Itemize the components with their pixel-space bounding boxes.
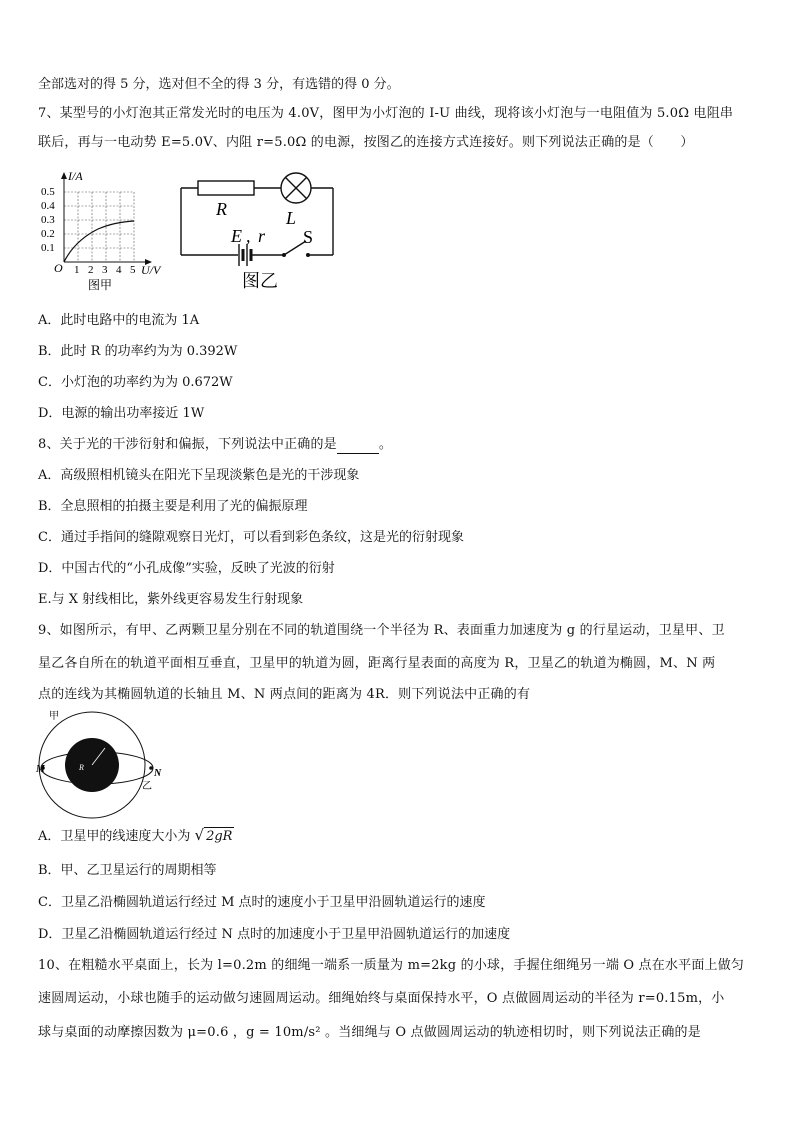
lamp-L [281, 173, 311, 203]
q8-stem-end: 。 [378, 437, 393, 452]
q10-stem-line1: 10、在粗糙水平桌面上，长为 l=0.2m 的细绳一端系一质量为 m=2kg 的小球，手握住细绳另一端 O 点在水平面上做匀 [38, 958, 745, 973]
battery-E-r [239, 244, 251, 266]
q8-stem [38, 436, 756, 454]
x-tick-3: 3 [102, 264, 108, 276]
y-tick-0.3: 0.3 [41, 214, 55, 226]
radius-label: R [79, 763, 84, 772]
y-tick-0.4: 0.4 [41, 200, 55, 212]
label-R: R [216, 199, 227, 219]
q9-stem-line1: 9、如图所示，有甲、乙两颗卫星分别在不同的轨道围绕一个半径为 R、表面重力加速度为 g 的行星运动，卫星甲、卫 [38, 623, 725, 638]
label-r: r [258, 226, 266, 246]
label-M: M [36, 764, 45, 775]
q8-option-c: C．通过手指间的缝隙观察日光灯，可以看到彩色条纹，这是光的衍射现象 [38, 530, 464, 545]
q9-satellite-orbit-figure [35, 708, 160, 823]
q8-stem-text: 8、关于光的干涉衍射和偏振，下列说法中正确的是 [38, 437, 337, 452]
y-axis-label: I/A [68, 169, 83, 183]
caption-jia: 图甲 [88, 278, 113, 292]
x-axis-label: U/V [141, 263, 161, 277]
q8-option-b: B．全息照相的拍摄主要是利用了光的偏振原理 [38, 499, 308, 514]
x-tick-2: 2 [88, 264, 94, 276]
sqrt-radicand: 2gR [206, 829, 233, 844]
q9-option-a [38, 826, 756, 846]
x-tick-1: 1 [74, 264, 80, 276]
q9-option-b: B．甲、乙卫星运行的周期相等 [38, 863, 217, 878]
label-L: L [286, 208, 297, 228]
q7-figure-yi-circuit [176, 170, 338, 295]
q7-stem-line2: 联后，再与一电动势 E=5.0V、内阻 r=5.0Ω 的电源，按图乙的连接方式连接好。则下列说法正确的是（ ） [38, 135, 694, 150]
label-comma: , [246, 226, 251, 246]
y-tick-0.5: 0.5 [41, 186, 55, 198]
caption-yi: 图乙 [242, 271, 278, 291]
resistor-R [198, 181, 254, 195]
label-yi: 乙 [142, 781, 152, 792]
answer-blank [337, 441, 379, 454]
q7-option-d: D．电源的输出功率接近 1W [38, 406, 205, 421]
x-tick-5: 5 [130, 264, 136, 276]
q9-option-c: C．卫星乙沿椭圆轨道运行经过 M 点时的速度小于卫星甲沿圆轨道运行的速度 [38, 895, 486, 910]
point-N [149, 766, 153, 770]
q8-option-e: E.与 X 射线相比，紫外线更容易发生行射现象 [38, 592, 304, 607]
q9-option-a-text: A．卫星甲的线速度大小为 [38, 829, 191, 844]
q8-option-a: A．高级照相机镜头在阳光下呈现淡紫色是光的干涉现象 [38, 468, 360, 483]
x-tick-4: 4 [116, 264, 122, 276]
q7-figure-jia-iu-graph [38, 168, 173, 296]
q10-stem-line3: 球与桌面的动摩擦因数为 μ=0.6 ，g = 10m/s² 。当细绳与 O 点做圆周运动的轨迹相切时，则下列说法正确的是 [38, 1025, 701, 1040]
q7-option-b: B．此时 R 的功率约为为 0.392W [38, 344, 238, 359]
origin-label: O [54, 261, 63, 275]
label-jia: 甲 [49, 711, 59, 722]
q7-stem-line1: 7、某型号的小灯泡其正常发光时的电压为 4.0V，图甲为小灯泡的 I-U 曲线，现将该小灯泡与一电阻值为 5.0Ω 电阻串 [38, 106, 734, 121]
sqrt-expression [195, 826, 235, 846]
q10-stem-line2: 速圆周运动，小球也随手的运动做匀速圆周运动。细绳始终与桌面保持水平，O 点做圆周运动的半径为 r=0.15m，小 [38, 991, 725, 1006]
grid [64, 192, 134, 262]
label-N: N [154, 768, 162, 779]
q7-option-c: C．小灯泡的功率约为为 0.672W [38, 375, 233, 390]
q9-option-d: D．卫星乙沿椭圆轨道运行经过 N 点时的加速度小于卫星甲沿圆轨道运行的加速度 [38, 927, 511, 942]
y-tick-0.1: 0.1 [41, 242, 55, 254]
radical-sign: √ [194, 826, 205, 844]
iu-curve [64, 221, 134, 262]
label-S: S [303, 227, 314, 247]
label-E: E [231, 226, 242, 246]
y-axis-arrow [61, 172, 67, 179]
q7-option-a: A．此时电路中的电流为 1A [38, 313, 200, 328]
q9-stem-line2: 星乙各自所在的轨道平面相互垂直，卫星甲的轨道为圆，距离行星表面的高度为 R，卫星乙的轨道为椭圆，M、N 两 [38, 656, 716, 671]
y-tick-0.2: 0.2 [41, 228, 55, 240]
scoring-note: 全部选对的得 5 分，选对但不全的得 3 分，有选错的得 0 分。 [38, 77, 400, 92]
q8-option-d: D．中国古代的“小孔成像”实验，反映了光波的衍射 [38, 561, 335, 576]
q9-stem-line3: 点的连线为其椭圆轨道的长轴且 M、N 两点间的距离为 4R．则下列说法中正确的有 [38, 687, 531, 702]
